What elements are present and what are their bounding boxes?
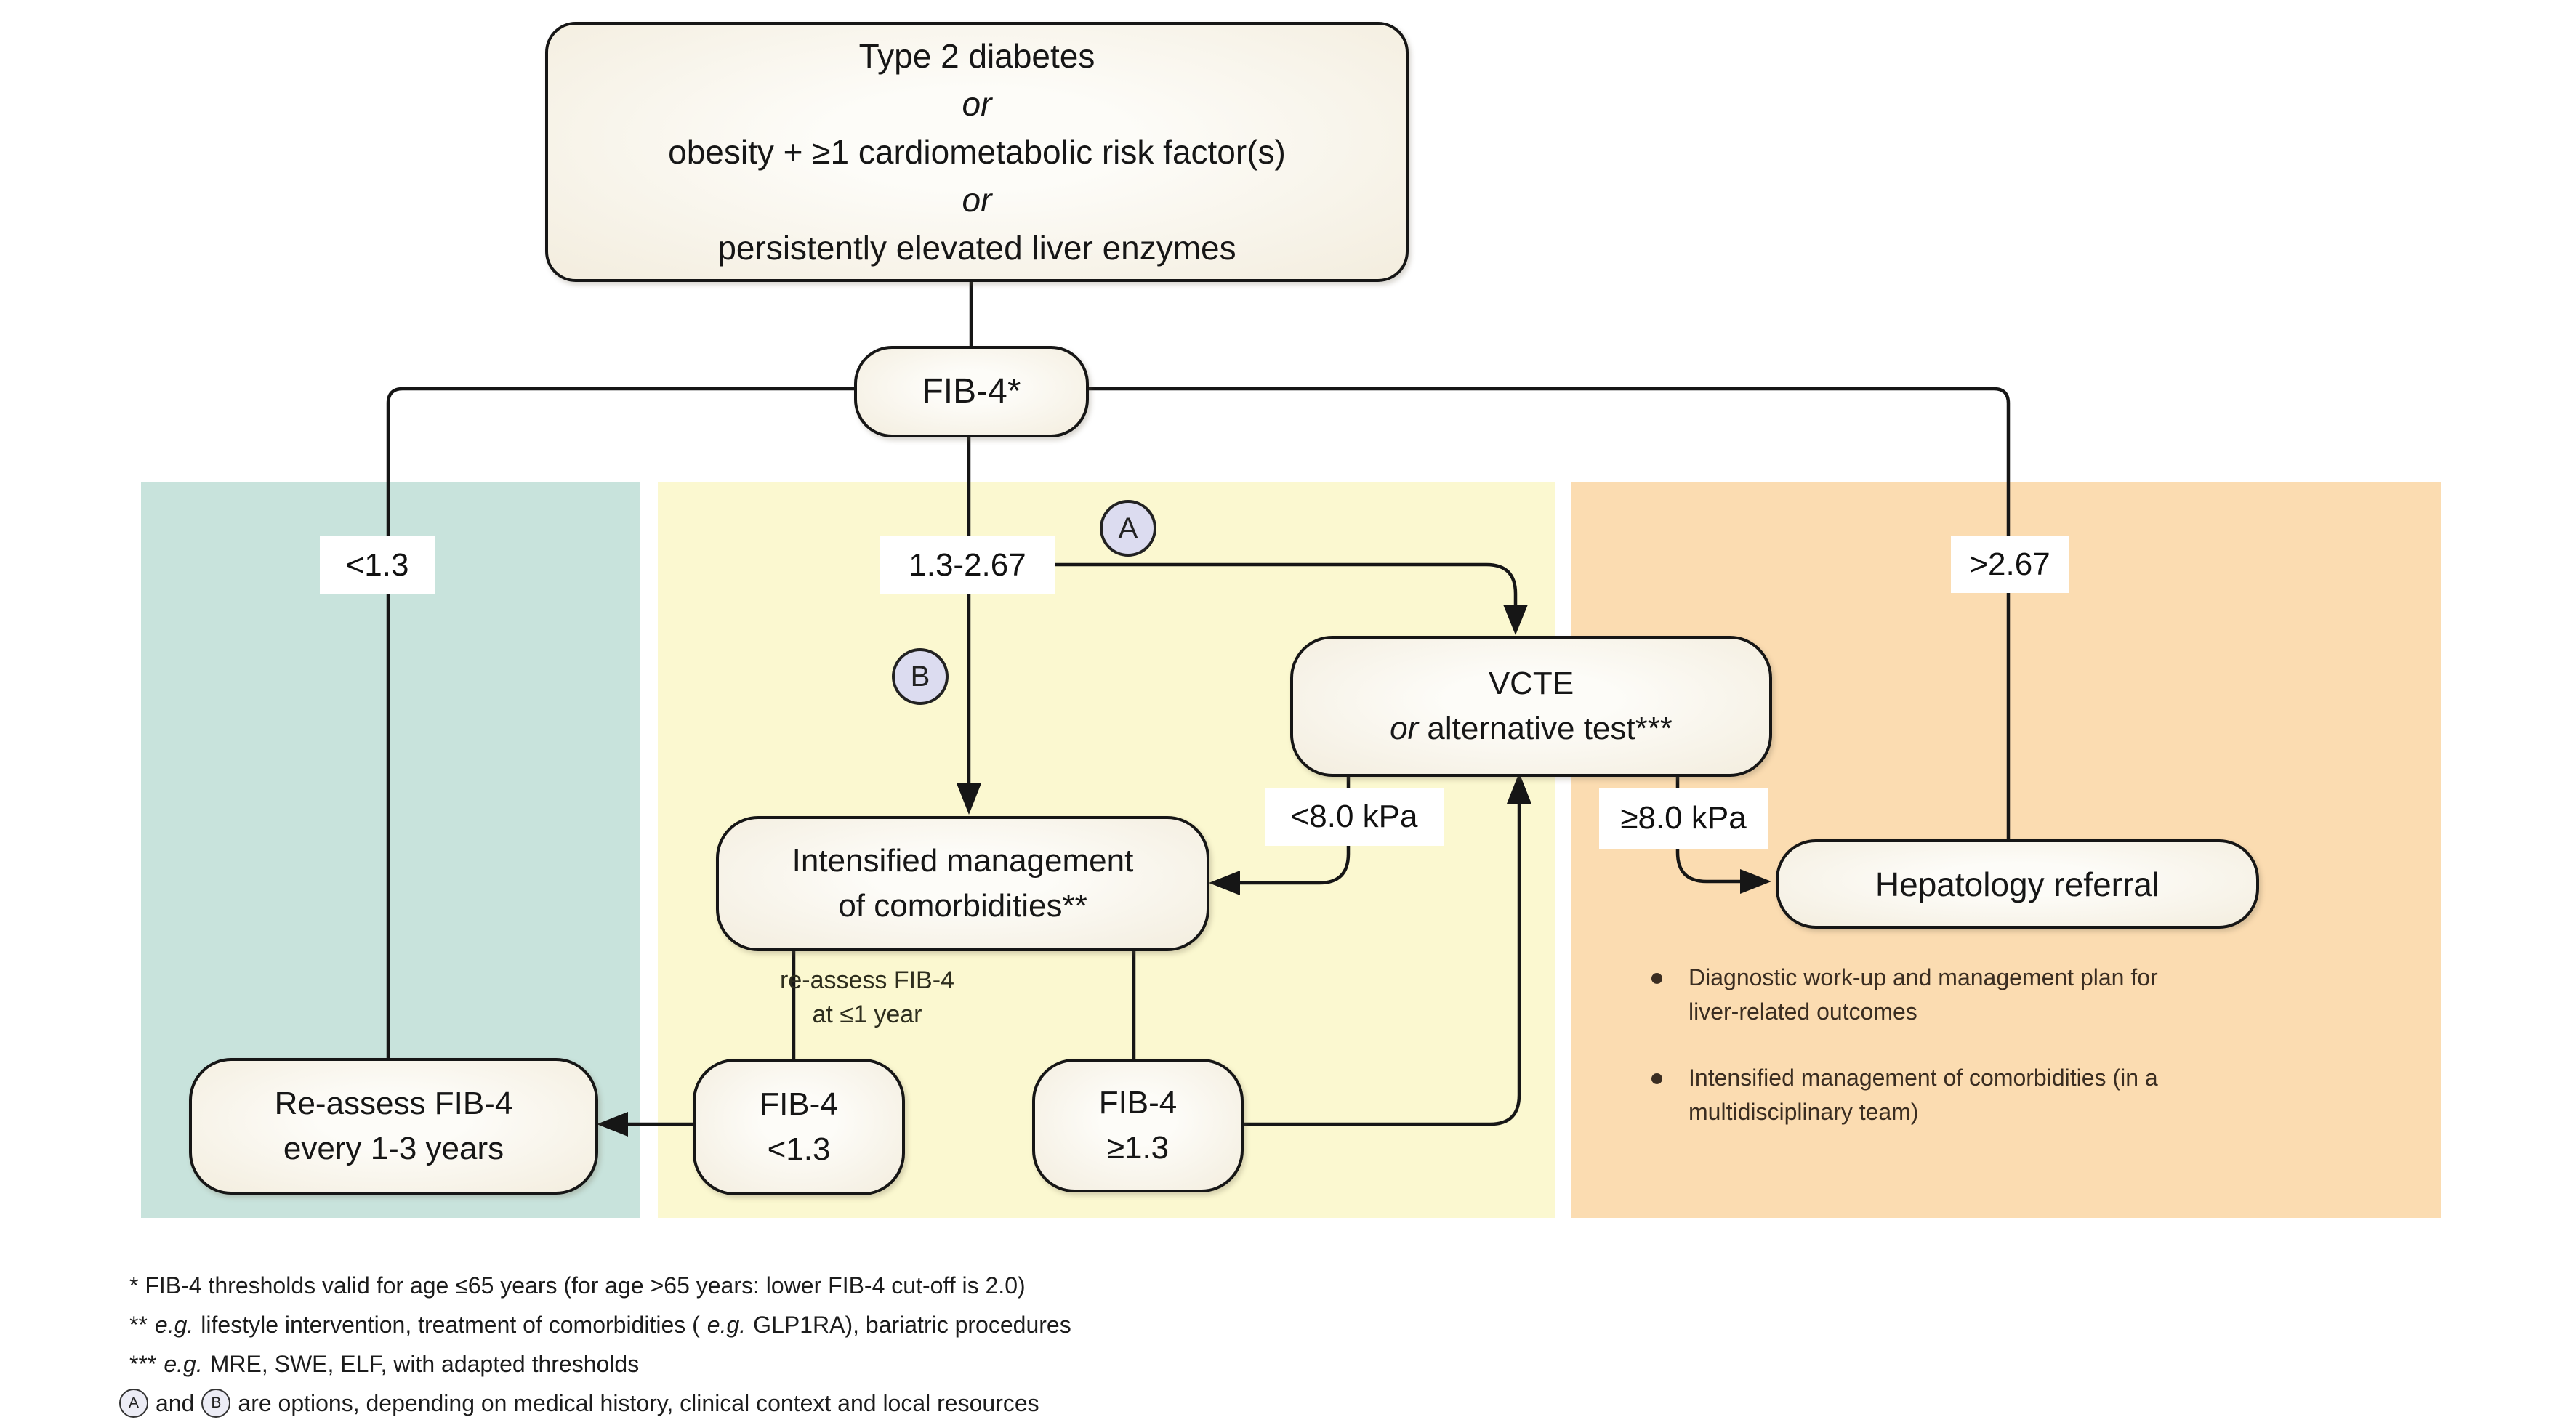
arrowhead-up-vcte	[1507, 772, 1531, 804]
vcte-line-1: VCTE	[1488, 666, 1574, 701]
entry-or-2: or	[962, 181, 992, 219]
edge-ge13-to-vcte	[1238, 804, 1519, 1124]
reassess-1-3-years-box	[189, 1058, 598, 1195]
arrowhead-down-vcte	[1503, 605, 1528, 635]
reassess-note-line-2: at ≤1 year	[812, 1001, 922, 1028]
footnote-option-a-badge: A	[119, 1389, 148, 1418]
bullet-2-line-2: multidisciplinary team)	[1689, 1099, 1919, 1125]
reassess-line-2: every 1-3 years	[283, 1131, 504, 1166]
fib4-under-line-2: <1.3	[767, 1131, 831, 1167]
footnote-1: * FIB-4 thresholds valid for age ≤65 years (for age >65 years: lower FIB-4 cut-off is 2.0)	[129, 1272, 1026, 1299]
vcte-line-2	[1390, 706, 1673, 751]
fib4-over-1-3-box	[1032, 1059, 1244, 1192]
vcte-box	[1290, 636, 1772, 777]
branch-label-high: >2.67	[1951, 536, 2069, 593]
footnote-option-b-badge: B	[201, 1389, 230, 1418]
vcte-or: or	[1390, 711, 1419, 746]
fib4-over-line-1: FIB-4	[1098, 1085, 1178, 1121]
edge-fib4-to-reassess	[388, 389, 854, 1058]
entry-line-3: persistently elevated liver enzymes	[717, 229, 1236, 267]
fib4-test-node	[854, 346, 1089, 437]
kpa-label-high: ≥8.0 kPa	[1599, 788, 1768, 849]
hepatology-bullet-2-text	[1689, 1061, 2158, 1129]
hepatology-bullet-1-text	[1689, 961, 2158, 1029]
fib4-over-line-2: ≥1.3	[1106, 1130, 1170, 1166]
footnote-2-eg: e.g.	[707, 1312, 746, 1338]
hepatology-referral-box	[1776, 839, 2259, 929]
hepatology-referral-label: Hepatology referral	[1875, 865, 2160, 903]
hepatology-bullet-1	[1651, 961, 2422, 1029]
bullet-1-line-2: liver-related outcomes	[1689, 998, 1917, 1025]
bullet-dot	[1651, 1073, 1662, 1084]
footnote-3-eg: e.g.	[164, 1351, 203, 1377]
arrowhead-right-hepatology	[1740, 869, 1771, 894]
entry-or-1: or	[962, 85, 992, 123]
branch-label-intermediate: 1.3-2.67	[880, 536, 1055, 594]
option-a-badge: A	[1100, 500, 1156, 557]
entry-criteria-box	[545, 22, 1409, 282]
footnotes	[129, 1266, 1071, 1423]
footnote-4-rest: are options, depending on medical history, clinical context and local resources	[238, 1390, 1039, 1416]
reassess-line-1: Re-assess FIB-4	[274, 1086, 513, 1121]
intensified-line-1: Intensified management	[792, 843, 1134, 879]
arrowhead-left-reassess	[597, 1112, 628, 1137]
footnote-3	[129, 1344, 1071, 1384]
hepatology-bullet-2	[1651, 1061, 2422, 1129]
bullet-dot	[1651, 973, 1662, 984]
option-b-badge: B	[892, 648, 949, 705]
footnote-3-part: MRE, SWE, ELF, with adapted thresholds	[209, 1351, 640, 1377]
branch-label-low: <1.3	[320, 536, 435, 594]
footnote-4-and: and	[156, 1390, 195, 1416]
vcte-rest: alternative test***	[1418, 711, 1673, 746]
bullet-2-line-1: Intensified management of comorbidities (in a	[1689, 1065, 2158, 1091]
footnote-2-part: **	[129, 1312, 148, 1338]
reassess-note-line-1: re-assess FIB-4	[780, 966, 954, 994]
reassess-interval-note	[678, 964, 1056, 1032]
intensified-management-box	[716, 816, 1209, 951]
footnote-2-part: lifestyle intervention, treatment of comorbidities (	[201, 1312, 700, 1338]
intensified-line-2: of comorbidities**	[838, 888, 1087, 924]
bullet-1-line-1: Diagnostic work-up and management plan for	[1689, 964, 2158, 990]
footnote-2-eg: e.g.	[154, 1312, 194, 1338]
footnote-2	[129, 1305, 1071, 1344]
footnote-2-part: GLP1RA), bariatric procedures	[753, 1312, 1071, 1338]
arrowhead-left-intensified	[1209, 871, 1240, 895]
fib4-under-1-3-box	[693, 1059, 905, 1195]
fib4-under-line-1: FIB-4	[760, 1086, 838, 1122]
entry-line-1: Type 2 diabetes	[858, 37, 1095, 75]
edge-a-to-vcte	[1055, 565, 1516, 605]
kpa-label-low: <8.0 kPa	[1265, 788, 1444, 846]
fib4-test-label: FIB-4*	[922, 372, 1021, 411]
footnote-3-part: ***	[129, 1351, 157, 1377]
entry-line-2: obesity + ≥1 cardiometabolic risk factor(s)	[668, 133, 1286, 171]
footnote-4	[119, 1384, 1071, 1423]
arrowhead-down-intensified	[957, 783, 981, 815]
